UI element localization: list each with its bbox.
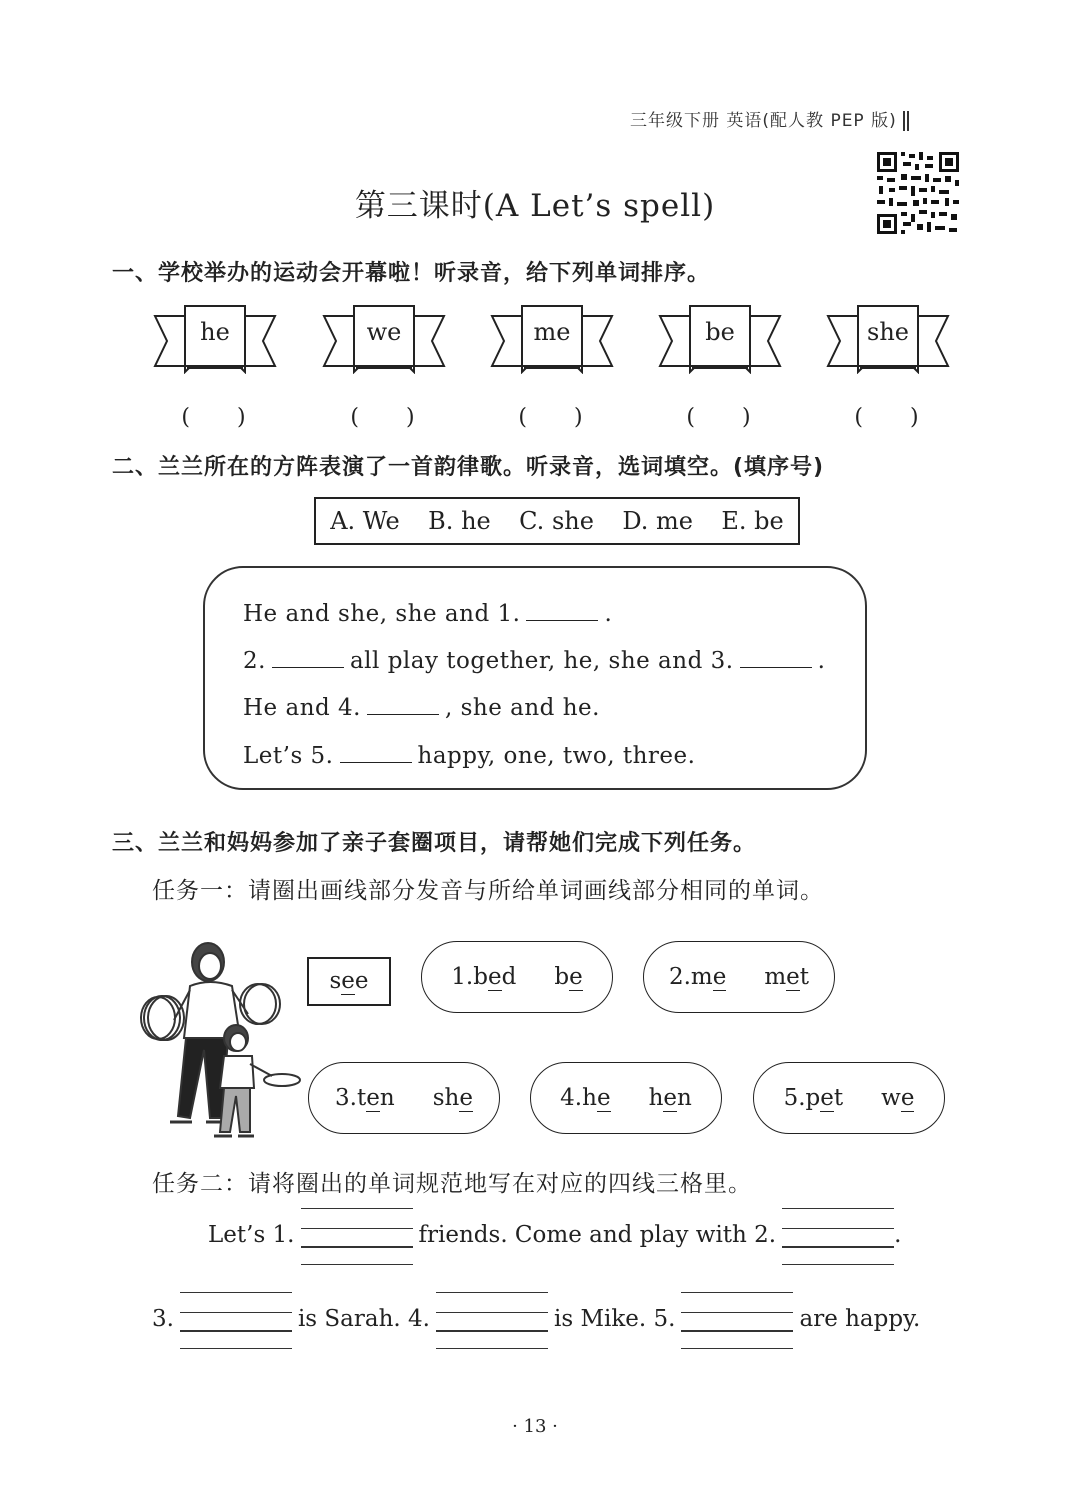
order-answer-5[interactable]: ( ) [854,405,920,430]
pill-w1-pre: h [582,1085,597,1111]
pill-w2-pre: h [648,1085,664,1111]
pill-word-2[interactable] [554,964,582,990]
option-d: D. me [622,507,693,535]
mother-daughter-illustration [140,938,305,1143]
blank-1[interactable] [526,596,598,621]
pill-number: 2. [668,964,691,990]
pill-w2-underlined: e [459,1085,473,1111]
blank-3[interactable] [740,643,812,668]
pill-w2-pre: w [881,1085,901,1111]
write-2-text-b: is Sarah. 4. [297,1306,430,1332]
pill-word-2[interactable] [649,1085,692,1111]
chant-line-4-text: Let’s 5. [243,743,334,769]
pill-w2-underlined: e [786,964,800,990]
section-1-heading: 一、学校举办的运动会开幕啦！听录音，给下列单词排序。 [112,261,711,286]
pill-w1-pre: t [357,1085,367,1111]
blank-2[interactable] [272,643,344,668]
task-1-instruction: 任务一：请圈出画线部分发音与所给单词画线部分相同的单词。 [152,878,824,904]
chant-line-4-end: happy, one, two, three. [417,743,696,769]
word-banner-5 [826,304,950,374]
chant-line-2-end: . [817,648,826,674]
option-e: E. be [721,507,784,535]
chant-line-3-end: , she and he. [444,695,600,721]
order-answer-4[interactable]: ( ) [686,405,752,430]
example-word-box [307,957,391,1006]
pill-w1-underlined: e [712,964,727,990]
banner-word: be [705,318,735,346]
banner-word: he [200,318,230,346]
blank-5[interactable] [340,738,412,763]
four-line-grid-2[interactable] [782,1208,894,1264]
book-header-text: 三年级下册 英语(配人教 PEP 版) [630,111,897,131]
pill-word-1[interactable] [451,964,516,990]
pill-w1-pre: m [690,964,713,990]
pill-w1-pre: b [473,964,488,990]
choice-pill-5[interactable] [753,1062,945,1134]
example-pre: s [329,968,342,994]
write-1-text-c: . [894,1222,902,1248]
order-answer-1[interactable]: ( ) [181,405,247,430]
option-a: A. We [330,507,400,535]
choice-pill-4[interactable] [530,1062,722,1134]
order-answer-3[interactable]: ( ) [518,405,584,430]
lesson-title: 第三课时(A Let’s spell) [354,188,716,224]
write-1-text-a: Let’s 1. [208,1222,295,1248]
pill-word-1[interactable] [669,964,726,990]
pill-number: 5. [783,1085,806,1111]
word-banner-3 [490,304,614,374]
pill-word-1[interactable] [560,1085,610,1111]
pill-word-1[interactable] [784,1085,844,1111]
pill-w1-post: t [833,1085,844,1111]
banner-word: she [867,318,909,346]
example-post: e [354,968,369,994]
pill-number: 1. [451,964,474,990]
pill-w1-underlined: e [487,964,502,990]
header-bar-icon [903,111,905,131]
chant-line-2 [243,643,825,674]
pill-w1-pre: p [805,1085,821,1111]
pill-word-2[interactable] [764,964,809,990]
pill-word-1[interactable] [335,1085,395,1111]
word-banner-1 [153,304,277,374]
blank-4[interactable] [367,690,439,715]
four-line-grid-4[interactable] [436,1292,548,1348]
write-2-text-d: are happy. [799,1306,921,1332]
pill-w2-pre: b [554,964,570,990]
pill-number: 4. [560,1085,583,1111]
page-number: · 13 · [512,1416,558,1437]
write-2-text-a: 3. [152,1306,174,1332]
section-3-heading: 三、兰兰和妈妈参加了亲子套圈项目，请帮她们完成下列任务。 [112,831,757,856]
example-underlined: e [341,968,355,994]
choice-pill-3[interactable] [308,1062,500,1134]
four-line-grid-5[interactable] [681,1292,793,1348]
pill-word-2[interactable] [433,1085,473,1111]
pill-word-2[interactable] [881,1085,914,1111]
pill-w2-underlined: e [569,964,583,990]
pill-w1-post: d [501,964,517,990]
write-2-text-c: is Mike. 5. [553,1306,676,1332]
option-c: C. she [519,507,594,535]
pill-w2-pre: sh [432,1085,460,1111]
pill-w2-post: t [799,964,810,990]
chant-line-2-text: all play together, he, she and 3. [349,648,734,674]
chant-line-3-text: He and 4. [243,695,361,721]
word-banner-4 [658,304,782,374]
pill-w1-post: n [379,1085,395,1111]
pill-w2-pre: m [764,964,787,990]
book-header [630,106,905,131]
chant-line-4 [243,738,695,769]
task-2-instruction: 任务二：请将圈出的单词规范地写在对应的四线三格里。 [152,1171,752,1197]
four-line-grid-1[interactable] [301,1208,413,1264]
chant-line-2-num: 2. [243,648,266,674]
option-b: B. he [428,507,491,535]
banner-word: me [533,318,571,346]
writing-line-1 [208,1208,901,1264]
chant-line-1-end: . [604,601,613,627]
pill-w2-underlined: e [663,1085,678,1111]
choice-pill-2[interactable] [643,941,835,1013]
banner-word: we [366,318,402,346]
pill-number: 3. [335,1085,357,1111]
order-answer-2[interactable]: ( ) [350,405,416,430]
pill-w2-post: n [677,1085,692,1111]
pill-w1-underlined: e [596,1085,611,1111]
chant-line-3 [243,690,600,721]
choice-pill-1[interactable] [421,941,613,1013]
four-line-grid-3[interactable] [180,1292,292,1348]
word-banner-2 [322,304,446,374]
chant-line-1-text: He and she, she and 1. [243,601,521,627]
word-options-box [314,497,800,545]
pill-w1-underlined: e [820,1085,834,1111]
writing-line-2 [152,1292,920,1348]
write-1-text-b: friends. Come and play with 2. [418,1222,777,1248]
pill-w2-underlined: e [900,1085,915,1111]
chant-line-1 [243,596,612,627]
chant-box [203,566,867,790]
pill-w1-underlined: e [366,1085,380,1111]
section-2-heading: 二、兰兰所在的方阵表演了一首韵律歌。听录音，选词填空。(填序号) [112,455,825,480]
